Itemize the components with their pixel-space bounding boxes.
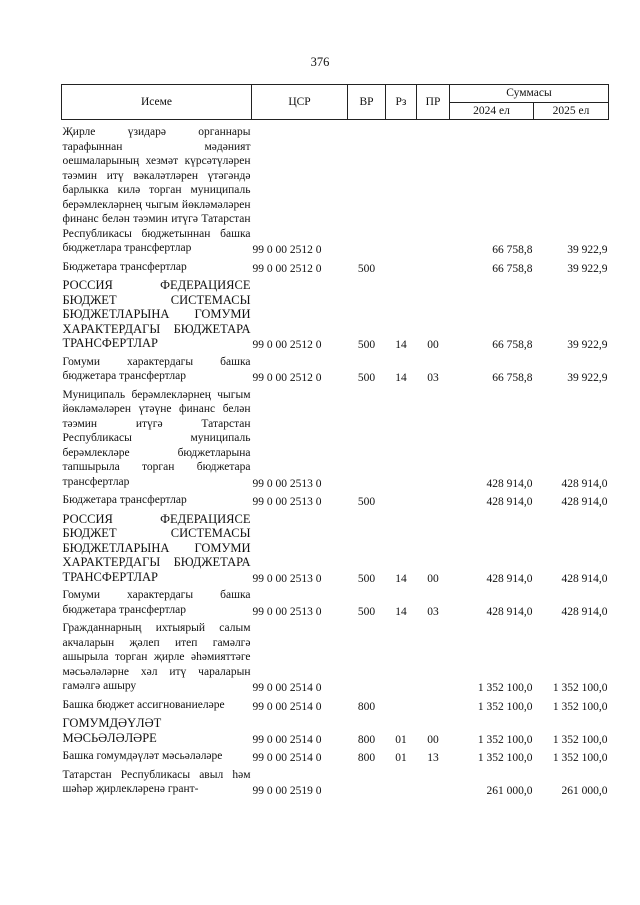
row-amount-2025: 39 922,9 (567, 244, 608, 256)
header-name: Исеме (62, 85, 252, 120)
row-amount-2024: 1 352 100,0 (477, 733, 533, 746)
row-csr-code: 99 0 00 2513 0 (252, 496, 322, 508)
row-rz-code: 14 (395, 339, 407, 351)
row-vr-code: 800 (357, 752, 376, 764)
row-name: Гомуми характердагы башка бюджетара трансфертлар (62, 589, 251, 616)
row-amount-2024: 428 914,0 (486, 477, 533, 490)
table-row (62, 766, 609, 799)
row-rz-code (386, 123, 417, 258)
row-rz-code: 01 (395, 752, 407, 764)
row-amount-2025: 39 922,9 (567, 262, 608, 275)
row-csr-code: 99 0 00 2512 0 (252, 372, 322, 384)
row-amount-2024: 428 914,0 (486, 496, 533, 508)
table-row (62, 714, 609, 747)
header-vr: ВР (348, 85, 386, 120)
row-vr-code (348, 386, 386, 492)
row-rz-code (386, 766, 417, 799)
row-vr-code (348, 123, 386, 258)
row-rz-code (386, 386, 417, 492)
table-body (62, 120, 609, 799)
row-amount-2025: 428 914,0 (561, 496, 608, 508)
row-amount-2024: 428 914,0 (486, 572, 533, 585)
table-row (62, 123, 609, 258)
row-vr-code: 500 (357, 339, 376, 351)
row-name: Татарстан Республикасы авыл һәм шәһәр җирлекләренә грант- (62, 768, 251, 795)
row-amount-2024: 66 758,8 (492, 372, 533, 384)
header-rz: Рз (386, 85, 417, 120)
row-rz-code (386, 696, 417, 715)
header-sums: Суммасы (450, 85, 609, 103)
row-csr-code: 99 0 00 2512 0 (252, 339, 322, 351)
table-row (62, 586, 609, 619)
row-csr-code: 99 0 00 2513 0 (252, 605, 322, 618)
row-amount-2024: 66 758,8 (492, 262, 533, 275)
row-csr-code: 99 0 00 2514 0 (252, 700, 322, 713)
row-csr-code: 99 0 00 2514 0 (252, 752, 322, 764)
row-amount-2025: 428 914,0 (561, 572, 608, 585)
row-csr-code: 99 0 00 2514 0 (252, 682, 322, 694)
table-row (62, 510, 609, 587)
row-amount-2025: 1 352 100,0 (552, 733, 608, 746)
row-pr-code (417, 491, 450, 510)
row-pr-code: 00 (427, 572, 439, 585)
row-amount-2024: 1 352 100,0 (477, 682, 533, 694)
row-csr-code: 99 0 00 2519 0 (252, 785, 322, 797)
header-year-2025: 2025 ел (534, 102, 609, 120)
row-pr-code (417, 619, 450, 696)
row-vr-code: 500 (357, 605, 376, 618)
row-amount-2025: 428 914,0 (561, 477, 608, 490)
row-name: ГОМУМДӘҮЛӘТ МӘСЬӘЛӘЛӘРЕ (62, 716, 162, 745)
page-number: 376 (310, 55, 330, 69)
row-amount-2024: 1 352 100,0 (477, 700, 533, 713)
row-pr-code (417, 696, 450, 715)
row-pr-code (417, 123, 450, 258)
row-pr-code: 03 (427, 605, 439, 618)
table-row (62, 258, 609, 277)
row-csr-code: 99 0 00 2512 0 (252, 262, 322, 275)
row-name: Гражданнарның ихтыярый салым акчаларын җәлеп итеп гамәлгә ашырыла торган җирле әһәмияттәге мәсьәләләрне хәл итү чараларын гамәлгә ашыру (62, 622, 251, 692)
row-name: Башка бюджет ассигнованиеләре (62, 698, 225, 711)
row-amount-2025: 428 914,0 (561, 605, 608, 618)
header-year-2024: 2024 ел (450, 102, 534, 120)
budget-table (61, 84, 609, 799)
row-rz-code: 14 (395, 605, 407, 618)
row-pr-code: 13 (427, 752, 439, 764)
row-rz-code: 14 (395, 372, 407, 384)
row-vr-code: 500 (357, 372, 376, 384)
row-csr-code: 99 0 00 2514 0 (252, 733, 322, 746)
row-vr-code (348, 766, 386, 799)
row-name: РОССИЯ ФЕДЕРАЦИЯСЕ БЮДЖЕТ СИСТЕМАСЫ БЮДЖЕТЛАРЫНА ГОМУМИ ХАРАКТЕРДАГЫ БЮДЖЕТАРА ТРАНСФЕРТЛАР (62, 511, 251, 584)
row-amount-2024: 66 758,8 (492, 339, 533, 351)
table-row (62, 619, 609, 696)
row-amount-2025: 1 352 100,0 (552, 682, 608, 694)
row-amount-2024: 261 000,0 (486, 785, 533, 797)
row-vr-code: 800 (357, 733, 376, 746)
row-amount-2025: 261 000,0 (561, 785, 608, 797)
row-csr-code: 99 0 00 2512 0 (252, 244, 322, 256)
row-name: Җирле үзидарә органнары тарафыннан мәдәният оешмаларының хезмәт күрсәтүләрен тәэмин итү вәкаләтләрен үтәгәндә барлыкка килә торган муниципаль берәмлекләрнең чыгым йөкләмәләрен финанс белән тәэмин итүгә Татарстан Республикасы бюджетыннан башка бюджетлара трансфертлар (62, 126, 251, 254)
row-amount-2024: 428 914,0 (486, 605, 533, 618)
row-vr-code: 500 (357, 262, 376, 275)
row-amount-2025: 1 352 100,0 (552, 700, 608, 713)
row-vr-code (348, 619, 386, 696)
row-vr-code: 500 (357, 572, 376, 585)
row-pr-code (417, 258, 450, 277)
row-pr-code (417, 386, 450, 492)
row-vr-code: 800 (357, 700, 376, 713)
row-rz-code (386, 491, 417, 510)
row-pr-code (417, 766, 450, 799)
row-name: Бюджетара трансфертлар (62, 260, 187, 273)
row-pr-code: 00 (427, 733, 439, 746)
row-amount-2025: 39 922,9 (567, 372, 608, 384)
table-row (62, 386, 609, 492)
row-name: Муниципаль берәмлекләрнең чыгым йөкләмәләрен үтәүне финанс белән тәэмин итүгә Татарстан Республикасы муниципаль берәмлекләре бюджетларына тапшырыла торган бюджетара трансфертлар (62, 388, 251, 488)
table-row (62, 491, 609, 510)
row-amount-2025: 39 922,9 (567, 339, 608, 351)
row-rz-code: 01 (395, 733, 407, 746)
table-row (62, 747, 609, 766)
table-row (62, 696, 609, 715)
table-row (62, 353, 609, 386)
row-csr-code: 99 0 00 2513 0 (252, 477, 322, 490)
row-name: Бюджетара трансфертлар (62, 494, 187, 506)
row-name: РОССИЯ ФЕДЕРАЦИЯСЕ БЮДЖЕТ СИСТЕМАСЫ БЮДЖЕТЛАРЫНА ГОМУМИ ХАРАКТЕРДАГЫ БЮДЖЕТАРА ТРАНСФЕРТЛАР (62, 278, 251, 350)
row-amount-2024: 66 758,8 (492, 244, 533, 256)
row-rz-code: 14 (395, 572, 407, 585)
row-rz-code (386, 258, 417, 277)
header-pr: ПР (417, 85, 450, 120)
row-pr-code: 03 (427, 372, 439, 384)
row-pr-code: 00 (427, 339, 439, 351)
row-rz-code (386, 619, 417, 696)
table-header (62, 85, 609, 120)
row-name: Башка гомумдәүләт мәсьәләләре (62, 750, 223, 762)
row-csr-code: 99 0 00 2513 0 (252, 572, 322, 585)
table-row (62, 276, 609, 353)
row-amount-2025: 1 352 100,0 (552, 752, 608, 764)
header-csr: ЦСР (252, 85, 348, 120)
row-amount-2024: 1 352 100,0 (477, 752, 533, 764)
row-name: Гомуми характердагы башка бюджетара трансфертлар (62, 355, 251, 382)
row-vr-code: 500 (357, 496, 376, 508)
